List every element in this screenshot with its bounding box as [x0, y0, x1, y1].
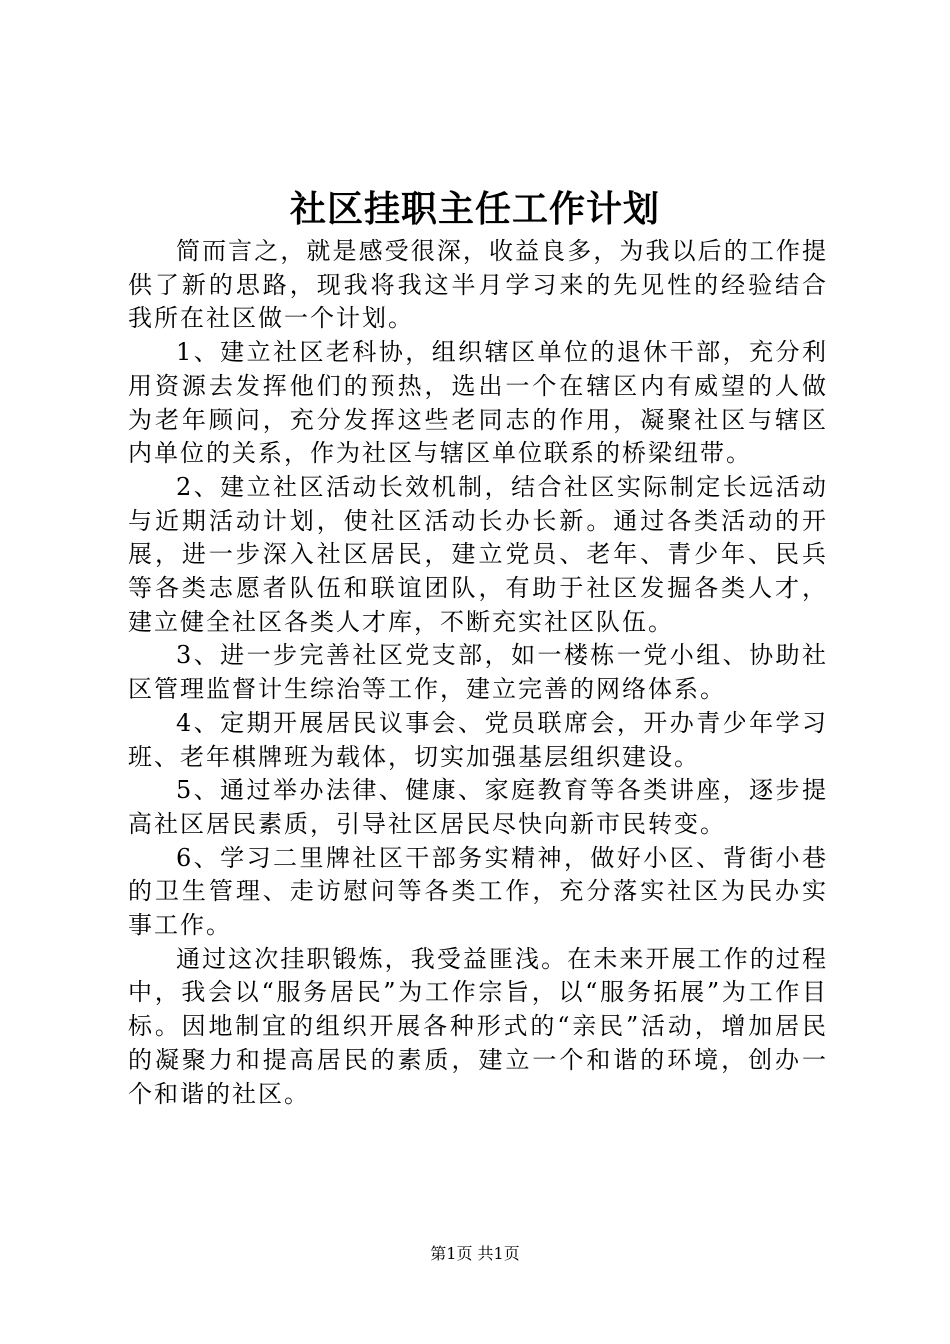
paragraph-item-2: 2、建立社区活动长效机制，结合社区实际制定长远活动与近期活动计划，使社区活动长办长新。通过各类活动的开展，进一步深入社区居民，建立党员、老年、青少年、民兵等各类志愿者队伍和联谊团队，有助于社区发掘各类人才，建立健全社区各类人才库，不断充实社区队伍。 [128, 472, 828, 636]
paragraph-intro: 简而言之，就是感受很深，收益良多，为我以后的工作提供了新的思路，现我将我这半月学习来的先见性的经验结合我所在社区做一个计划。 [128, 237, 828, 333]
paragraph-item-6: 6、学习二里牌社区干部务实精神，做好小区、背街小巷的卫生管理、走访慰问等各类工作，充分落实社区为民办实事工作。 [128, 843, 828, 940]
paragraph-conclusion: 通过这次挂职锻炼，我受益匪浅。在未来开展工作的过程中，我会以“服务居民”为工作宗旨，以“服务拓展”为工作目标。因地制宜的组织开展各种形式的“亲民”活动，增加居民的凝聚力和提高居民的素质，建立一个和谐的环境，创办一个和谐的社区。 [128, 944, 828, 1108]
paragraph-item-5: 5、通过举办法律、健康、家庭教育等各类讲座，逐步提高社区居民素质，引导社区居民尽快向新市民转变。 [128, 776, 828, 838]
paragraph-item-4: 4、定期开展居民议事会、党员联席会，开办青少年学习班、老年棋牌班为载体，切实加强基层组织建设。 [128, 708, 828, 771]
document-body [128, 235, 828, 1111]
paragraph-item-1: 1、建立社区老科协，组织辖区单位的退休干部，充分利用资源去发挥他们的预热，选出一个在辖区内有威望的人做为老年顾问，充分发挥这些老同志的作用，凝聚社区与辖区内单位的关系，作为社区与辖区单位联系的桥梁纽带。 [128, 338, 828, 468]
page-footer: 第1页 共1页 [430, 1244, 520, 1263]
paragraph-item-3: 3、进一步完善社区党支部，如一楼栋一党小组、协助社区管理监督计生综治等工作，建立完善的网络体系。 [128, 641, 828, 704]
document-title: 社区挂职主任工作计划 [289, 188, 660, 230]
